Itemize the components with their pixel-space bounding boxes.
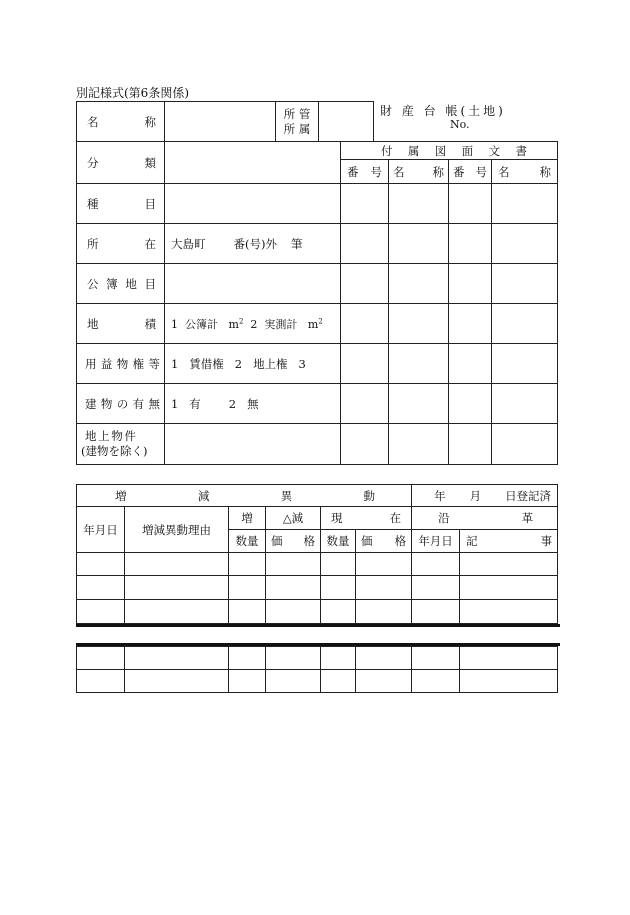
history-cell[interactable] — [266, 670, 321, 693]
value-usage-rights[interactable]: 1 賃借権 2 地上権 3 — [165, 344, 341, 384]
attached-cell[interactable] — [389, 264, 449, 304]
label-reason: 増減異動理由 — [125, 507, 229, 553]
label-decrease: △減 — [266, 507, 321, 530]
separator-line-top — [76, 624, 560, 627]
label-ground-objects: 地 上 物 件 (建物を除く) — [77, 424, 165, 465]
attached-cell[interactable] — [341, 264, 389, 304]
label-classification: 分 類 — [77, 142, 165, 184]
label-record: 記 事 — [460, 530, 558, 553]
attached-cell[interactable] — [449, 304, 492, 344]
history-continuation-table — [76, 646, 558, 693]
history-row — [77, 647, 558, 670]
value-name[interactable] — [165, 102, 276, 142]
history-cell[interactable] — [460, 647, 558, 670]
attached-cell[interactable] — [449, 424, 492, 465]
history-cell[interactable] — [229, 576, 266, 600]
label-qty-current: 数量 — [321, 530, 356, 553]
history-cell[interactable] — [266, 576, 321, 600]
label-location: 所 在 — [77, 224, 165, 264]
value-registry-category[interactable] — [165, 264, 341, 304]
attached-cell[interactable] — [492, 304, 558, 344]
history-cell[interactable] — [77, 576, 125, 600]
attached-cell[interactable] — [341, 424, 389, 465]
attached-cell[interactable] — [492, 224, 558, 264]
attached-cell[interactable] — [389, 344, 449, 384]
history-row — [77, 553, 558, 576]
value-kanri-shozoku[interactable] — [319, 102, 374, 142]
history-cell[interactable] — [412, 576, 460, 600]
label-price: 価 格 — [266, 530, 321, 553]
attached-cell[interactable] — [389, 224, 449, 264]
ledger-title: 財 産 台 帳(土地) — [380, 104, 506, 118]
registered-date-header: 年 月 日登記済 — [412, 485, 558, 507]
history-cell[interactable] — [321, 576, 356, 600]
label-name: 名 称 — [77, 102, 165, 142]
history-cell[interactable] — [266, 553, 321, 576]
history-cell[interactable] — [356, 576, 412, 600]
history-cell[interactable] — [125, 647, 229, 670]
col-ban-1: 番 号 — [341, 160, 389, 184]
history-cell[interactable] — [460, 576, 558, 600]
label-area: 地 積 — [77, 304, 165, 344]
history-cell[interactable] — [77, 647, 125, 670]
col-name-2: 名 称 — [492, 160, 558, 184]
attached-cell[interactable] — [341, 184, 389, 224]
history-cell[interactable] — [356, 553, 412, 576]
history-cell[interactable] — [460, 670, 558, 693]
attached-docs-header: 付 属 図 面 文 書 — [341, 142, 558, 160]
attached-cell[interactable] — [492, 184, 558, 224]
history-row — [77, 670, 558, 693]
attached-cell[interactable] — [341, 224, 389, 264]
label-type: 種 目 — [77, 184, 165, 224]
attached-cell[interactable] — [492, 384, 558, 424]
value-type[interactable] — [165, 184, 341, 224]
history-cell[interactable] — [125, 553, 229, 576]
history-cell[interactable] — [460, 600, 558, 624]
value-classification[interactable] — [165, 142, 341, 184]
value-location[interactable]: 大島町 番(号)外 筆 — [165, 224, 341, 264]
attached-cell[interactable] — [449, 344, 492, 384]
history-cell[interactable] — [321, 553, 356, 576]
history-cell[interactable] — [229, 600, 266, 624]
value-building[interactable]: 1 有 2 無 — [165, 384, 341, 424]
history-cell[interactable] — [229, 553, 266, 576]
attached-cell[interactable] — [389, 384, 449, 424]
history-header: 増 減 異 動 — [77, 485, 412, 507]
history-cell[interactable] — [77, 553, 125, 576]
ledger-number-label: No. — [450, 118, 470, 131]
history-cell[interactable] — [77, 670, 125, 693]
attached-cell[interactable] — [449, 384, 492, 424]
property-table — [76, 141, 558, 465]
history-cell[interactable] — [412, 600, 460, 624]
history-table — [76, 484, 558, 624]
label-current: 現 在 — [321, 507, 412, 530]
attached-cell[interactable] — [449, 224, 492, 264]
attached-cell[interactable] — [492, 424, 558, 465]
label-price-current: 価 格 — [356, 530, 412, 553]
history-cell[interactable] — [229, 670, 266, 693]
history-cell[interactable] — [356, 647, 412, 670]
history-row — [77, 600, 558, 624]
attached-cell[interactable] — [449, 264, 492, 304]
history-cell[interactable] — [460, 553, 558, 576]
attached-cell[interactable] — [449, 184, 492, 224]
history-cell[interactable] — [321, 600, 356, 624]
history-cell[interactable] — [356, 600, 412, 624]
attached-cell[interactable] — [492, 264, 558, 304]
history-cell[interactable] — [125, 600, 229, 624]
attached-cell[interactable] — [389, 424, 449, 465]
history-cell[interactable] — [229, 647, 266, 670]
label-date: 年月日 — [77, 507, 125, 553]
attached-cell[interactable] — [341, 384, 389, 424]
attached-cell[interactable] — [389, 304, 449, 344]
history-cell[interactable] — [266, 647, 321, 670]
value-ground-objects[interactable] — [165, 424, 341, 465]
col-ban-2: 番 号 — [449, 160, 492, 184]
label-qty: 数量 — [229, 530, 266, 553]
history-cell[interactable] — [356, 670, 412, 693]
label-ymd: 年月日 — [412, 530, 460, 553]
history-cell[interactable] — [412, 553, 460, 576]
history-cell[interactable] — [321, 670, 356, 693]
col-name-1: 名 称 — [389, 160, 449, 184]
attached-cell[interactable] — [492, 344, 558, 384]
label-history: 沿 革 — [412, 507, 558, 530]
attached-cell[interactable] — [389, 184, 449, 224]
history-cell[interactable] — [412, 647, 460, 670]
label-registry-category: 公 簿 地 目 — [77, 264, 165, 304]
history-cell[interactable] — [266, 600, 321, 624]
history-cell[interactable] — [412, 670, 460, 693]
history-row — [77, 576, 558, 600]
history-cell[interactable] — [77, 600, 125, 624]
label-usage-rights: 用 益 物 権 等 — [77, 344, 165, 384]
history-cell[interactable] — [125, 670, 229, 693]
form-caption: 別記様式(第6条関係) — [76, 86, 189, 100]
history-cell[interactable] — [125, 576, 229, 600]
name-row-table — [76, 101, 374, 142]
value-area[interactable]: 1 公簿計 $m^2$ 2 実測計 $m^2$ — [165, 304, 341, 344]
label-kanri-shozoku: 所 管 所 属 — [276, 102, 319, 142]
label-increase: 増 — [229, 507, 266, 530]
label-building: 建 物 の 有 無 — [77, 384, 165, 424]
attached-cell[interactable] — [341, 304, 389, 344]
attached-cell[interactable] — [341, 344, 389, 384]
history-cell[interactable] — [321, 647, 356, 670]
